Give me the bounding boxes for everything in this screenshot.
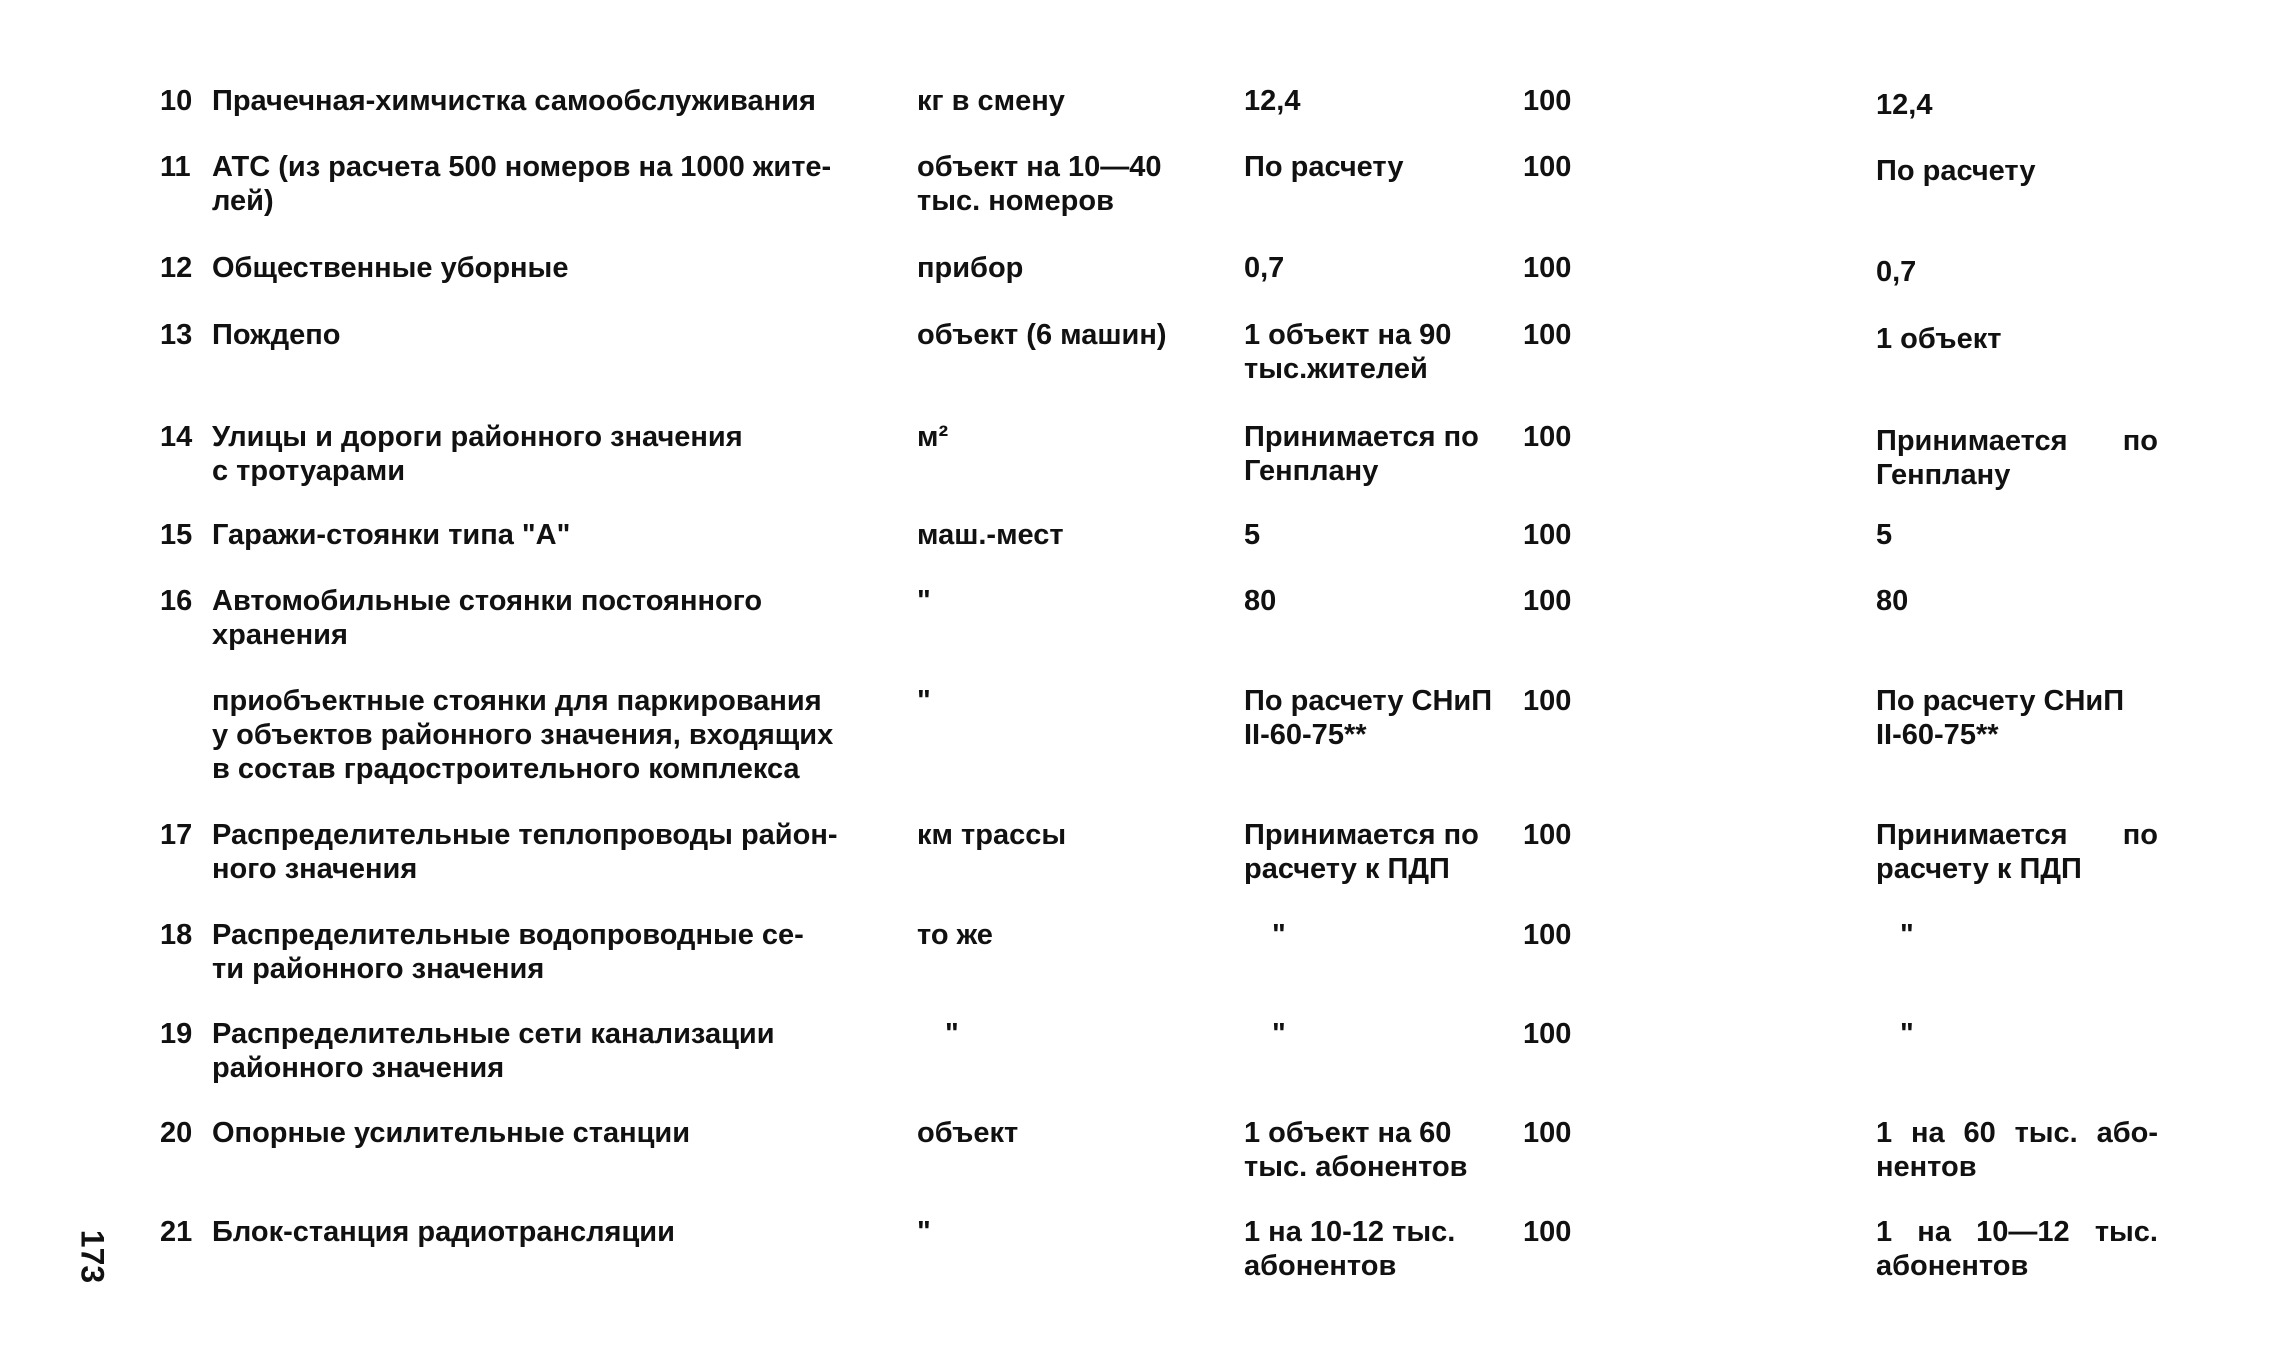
item-name-line: Автомобильные стоянки постоянного [212,585,763,617]
unit-of-measure [917,84,1237,118]
percent-value: 100 [1523,421,1572,453]
item-name-line: у объектов районного значения, входящих [212,719,834,751]
item-name-line: Распределительные теплопроводы район- [212,819,838,851]
item-name-line: в состав градостроительного комплекса [212,753,800,785]
norm-line: расчету к ПДП [1244,853,1450,885]
calc-line: 5 [1876,519,1893,551]
unit-line: м² [917,421,949,453]
item-name [212,584,912,652]
calc-line: " [1900,919,1914,951]
row-number: 15 [160,519,193,551]
calc-line: II-60-75** [1876,719,1999,751]
item-name [212,420,912,488]
item-name-line: АТС (из расчета 500 номеров на 1000 жите- [212,151,832,183]
calc-line: По расчету [1876,155,2036,187]
norm-value [1244,150,1529,184]
unit-line: км трассы [917,819,1067,851]
calc-line: 1 на 10—12 тыс. [1876,1216,2158,1248]
unit-of-measure [917,150,1237,218]
norm-line: " [1272,1018,1286,1050]
unit-of-measure [917,318,1237,352]
percent-value: 100 [1523,319,1572,351]
item-name [212,818,912,886]
row-number: 14 [160,421,193,453]
unit-line: " [945,1018,959,1050]
norm-value [1244,84,1529,118]
item-name [212,1215,912,1249]
item-name [212,150,912,218]
percent-value: 100 [1523,1018,1572,1050]
calc-line: 1 на 60 тыс. або- [1876,1117,2158,1149]
norm-line: 0,7 [1244,252,1285,284]
calc-line: Принимается по [1876,425,2158,457]
norm-line: тыс.жителей [1244,353,1428,385]
row-number: 11 [160,151,191,183]
unit-line: объект [917,1117,1019,1149]
item-name-line: приобъектные стоянки для паркирования [212,685,822,717]
unit-of-measure [917,818,1237,852]
unit-of-measure [917,1215,1237,1249]
percent-value: 100 [1523,585,1572,617]
unit-of-measure [917,251,1237,285]
row-number: 19 [160,1018,193,1050]
norm-value [1244,420,1529,488]
calc-line: 12,4 [1876,89,1933,121]
item-name [212,918,912,986]
item-name-line: лей) [212,185,274,217]
calculated-value [1876,1215,2166,1283]
item-name-line: Улицы и дороги районного значения [212,421,743,453]
calc-line: 0,7 [1876,256,1917,288]
unit-of-measure [917,420,1237,454]
row-number: 18 [160,919,193,951]
norm-line: 5 [1244,519,1261,551]
unit-line: объект на 10—40 [917,151,1162,183]
item-name [212,1017,912,1085]
unit-of-measure [917,518,1237,552]
calc-line: нентов [1876,1151,1977,1183]
percent-value: 100 [1523,85,1572,117]
calculated-value [1876,1116,2166,1184]
unit-line: маш.-мест [917,519,1064,551]
norm-value [1272,1017,1557,1051]
norm-line: Принимается по [1244,819,1479,851]
item-name-line: хранения [212,619,348,651]
norm-line: По расчету СНиП [1244,685,1493,717]
unit-line: тыс. номеров [917,185,1114,217]
calc-line: Генплану [1876,459,2011,491]
unit-line: " [917,685,931,717]
calc-line: Принимается по [1876,819,2158,851]
percent-value: 100 [1523,819,1572,851]
calculated-value [1876,154,2166,188]
item-name-line: Общественные уборные [212,252,569,284]
item-name-line: Прачечная-химчистка самообслуживания [212,85,816,117]
unit-of-measure [917,684,1237,718]
percent-value: 100 [1523,252,1572,284]
calc-line: абонентов [1876,1250,2029,1282]
calculated-value [1876,684,2166,752]
row-number: 12 [160,252,193,284]
row-number: 10 [160,85,193,117]
unit-line: кг в смену [917,85,1065,117]
norm-line: тыс. абонентов [1244,1151,1468,1183]
page-number: 173 [74,1229,111,1284]
norm-value [1244,818,1529,886]
unit-line: " [917,585,931,617]
percent-value: 100 [1523,919,1572,951]
norm-value [1244,318,1529,386]
norm-line: По расчету [1244,151,1404,183]
norm-line: II-60-75** [1244,719,1367,751]
percent-value: 100 [1523,1216,1572,1248]
item-name [212,251,912,285]
item-name-line: Блок-станция радиотрансляции [212,1216,675,1248]
calculated-value [1876,322,2166,356]
norm-line: Генплану [1244,455,1379,487]
item-name-line: Распределительные сети канализации [212,1018,775,1050]
calculated-value [1876,818,2166,886]
item-name-line: ного значения [212,853,418,885]
unit-of-measure [917,918,1237,952]
norm-value [1272,918,1557,952]
item-name-line: с тротуарами [212,455,406,487]
norm-value [1244,684,1529,752]
unit-of-measure [945,1017,1265,1051]
item-name [212,318,912,352]
item-name [212,84,912,118]
norm-line: 80 [1244,585,1277,617]
norm-value [1244,518,1529,552]
calculated-value [1876,255,2166,289]
row-number: 17 [160,819,193,851]
item-name-line: районного значения [212,1052,505,1084]
unit-line: объект (6 машин) [917,319,1167,351]
calc-line: 80 [1876,585,1909,617]
norm-line: абонентов [1244,1250,1397,1282]
item-name-line: Распределительные водопроводные се- [212,919,804,951]
calc-line: По расчету СНиП [1876,685,2125,717]
item-name-line: Пождепо [212,319,341,351]
percent-value: 100 [1523,519,1572,551]
percent-value: 100 [1523,1117,1572,1149]
norm-value [1244,1116,1529,1184]
row-number: 21 [160,1216,193,1248]
calc-line: расчету к ПДП [1876,853,2082,885]
calc-line: " [1900,1018,1914,1050]
unit-of-measure [917,584,1237,618]
item-name [212,518,912,552]
row-number: 13 [160,319,193,351]
calculated-value [1876,88,2166,122]
norm-value [1244,1215,1529,1283]
norm-line: 1 объект на 90 [1244,319,1452,351]
row-number: 16 [160,585,193,617]
row-number: 20 [160,1117,193,1149]
percent-value: 100 [1523,685,1572,717]
item-name-line: Гаражи-стоянки типа "А" [212,519,571,551]
calculated-value [1900,1017,2190,1051]
unit-line: прибор [917,252,1024,284]
calculated-value [1876,584,2166,618]
item-name [212,1116,912,1150]
unit-line: то же [917,919,993,951]
norm-line: Принимается по [1244,421,1479,453]
calculated-value [1900,918,2190,952]
item-name-line: Опорные усилительные станции [212,1117,691,1149]
norm-line: 1 на 10-12 тыс. [1244,1216,1456,1248]
percent-value: 100 [1523,151,1572,183]
norm-line: 1 объект на 60 [1244,1117,1452,1149]
calc-line: 1 объект [1876,323,2002,355]
calculated-value [1876,518,2166,552]
item-name-line: ти районного значения [212,953,545,985]
norm-line: 12,4 [1244,85,1301,117]
unit-line: " [917,1216,931,1248]
norm-value [1244,584,1529,618]
norm-value [1244,251,1529,285]
unit-of-measure [917,1116,1237,1150]
item-name [212,684,912,786]
norm-line: " [1272,919,1286,951]
calculated-value [1876,424,2166,492]
